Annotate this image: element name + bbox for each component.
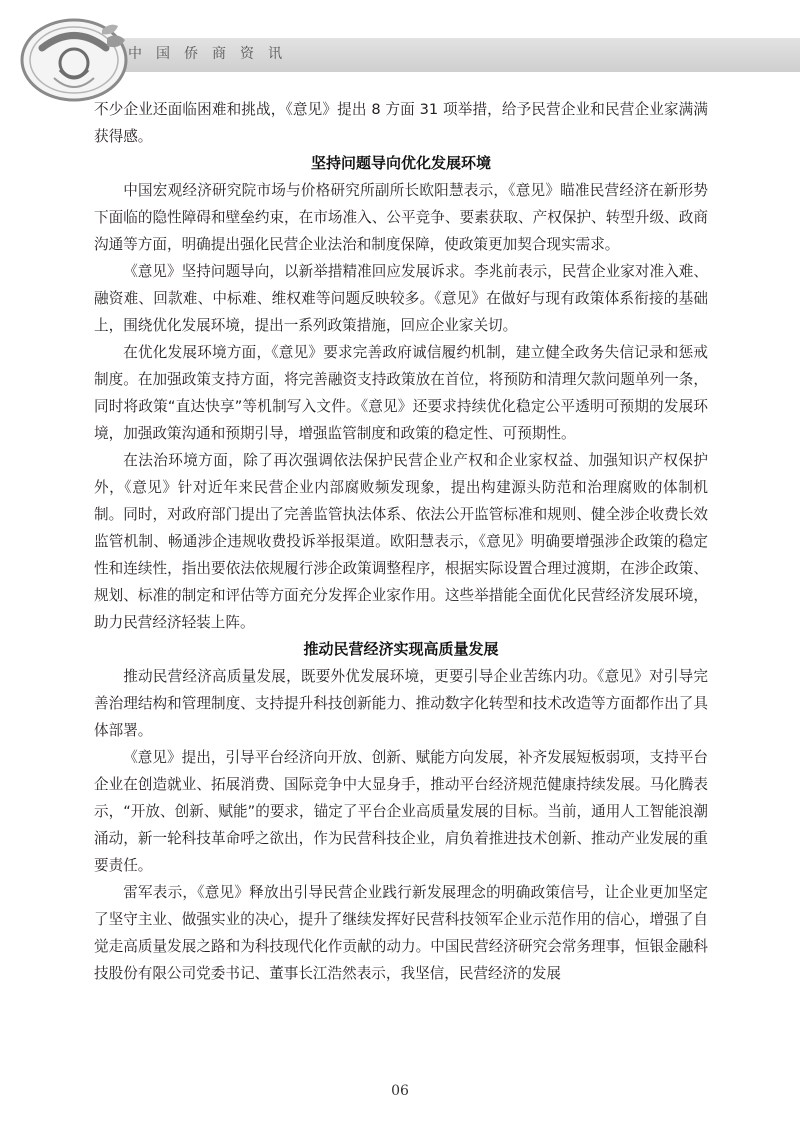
paragraph: 雷军表示，《意见》释放出引导民营企业践行新发展理念的明确政策信号，让企业更加坚定了坚守主业、做强实业的决心，提升了继续发挥好民营科技领军企业示范作用的信心，增强了自觉走高质量发展之路和为科技现代化作贡献的动力。中国民营经济研究会常务理事，恒银金融科技股份有限公司党委书记、董事长江浩然表示，我坚信，民营经济的发展 (94, 884, 708, 982)
paragraph: 不少企业还面临困难和挑战，《意见》提出 8 方面 31 项举措，给予民营企业和民营企业家满满获得感。 (94, 101, 708, 145)
paragraph: 中国宏观经济研究院市场与价格研究所副所长欧阳慧表示，《意见》瞄准民营经济在新形势下面临的隐性障碍和壁垒约束，在市场准入、公平竞争、要素获取、产权保护、转型升级、政商沟通等方面，明确提出强化民营企业法治和制度保障，使政策更加契合现实需求。 (94, 182, 708, 253)
page-number: 06 (391, 1083, 409, 1099)
paragraph: 在优化发展环境方面，《意见》要求完善政府诚信履约机制，建立健全政务失信记录和惩戒制度。在加强政策支持方面，将完善融资支持政策放在首位，将预防和清理欠款问题单列一条，同时将政策“直达快享”等机制写入文件。《意见》还要求持续优化稳定公平透明可预期的发展环境，加强政策沟通和预期引导，增强监管制度和政策的稳定性、可预期性。 (94, 344, 708, 442)
paragraph: 在法治环境方面，除了再次强调依法保护民营企业产权和企业家权益、加强知识产权保护外，《意见》针对近年来民营企业内部腐败频发现象，提出构建源头防范和治理腐败的体制机制。同时，对政府部门提出了完善监管执法体系、依法公开监管标准和规则、健全涉企收费长效监管机制、畅通涉企违规收费投诉举报渠道。欧阳慧表示，《意见》明确要增强涉企政策的稳定性和连续性，指出要依法依规履行涉企政策调整程序，根据实际设置合理过渡期，在涉企政策、规划、标准的制定和评估等方面充分发挥企业家作用。这些举措能全面优化民营经济发展环境，助力民营经济轻装上阵。 (94, 452, 708, 631)
article-body (94, 96, 708, 987)
section-heading: 坚持问题导向优化发展环境 (310, 154, 491, 172)
paragraph: 《意见》坚持问题导向，以新举措精准回应发展诉求。李兆前表示，民营企业家对准入难、融资难、回款难、中标难、维权难等问题反映较多。《意见》在做好与现有政策体系衔接的基础上，围绕优化发展环境，提出一系列政策措施，回应企业家关切。 (94, 263, 708, 334)
section-heading: 推动民营经济实现高质量发展 (303, 640, 499, 658)
paragraph: 推动民营经济高质量发展，既要外优发展环境，更要引导企业苦练内功。《意见》对引导完善治理结构和管理制度、支持提升科技创新能力、推动数字化转型和技术改造等方面都作出了具体部署。 (94, 668, 708, 739)
paragraph: 《意见》提出，引导平台经济向开放、创新、赋能方向发展，补齐发展短板弱项，支持平台企业在创造就业、拓展消费、国际竞争中大显身手，推动平台经济规范健康持续发展。马化腾表示，“开放、创新、赋能”的要求，锚定了平台企业高质量发展的目标。当前，通用人工智能浪潮涌动，新一轮科技革命呼之欲出，作为民营科技企业，肩负着推进技术创新、推动产业发展的重要责任。 (94, 749, 708, 874)
federation-logo-icon (12, 8, 136, 108)
header-title: 中国侨商资讯 (128, 46, 296, 62)
